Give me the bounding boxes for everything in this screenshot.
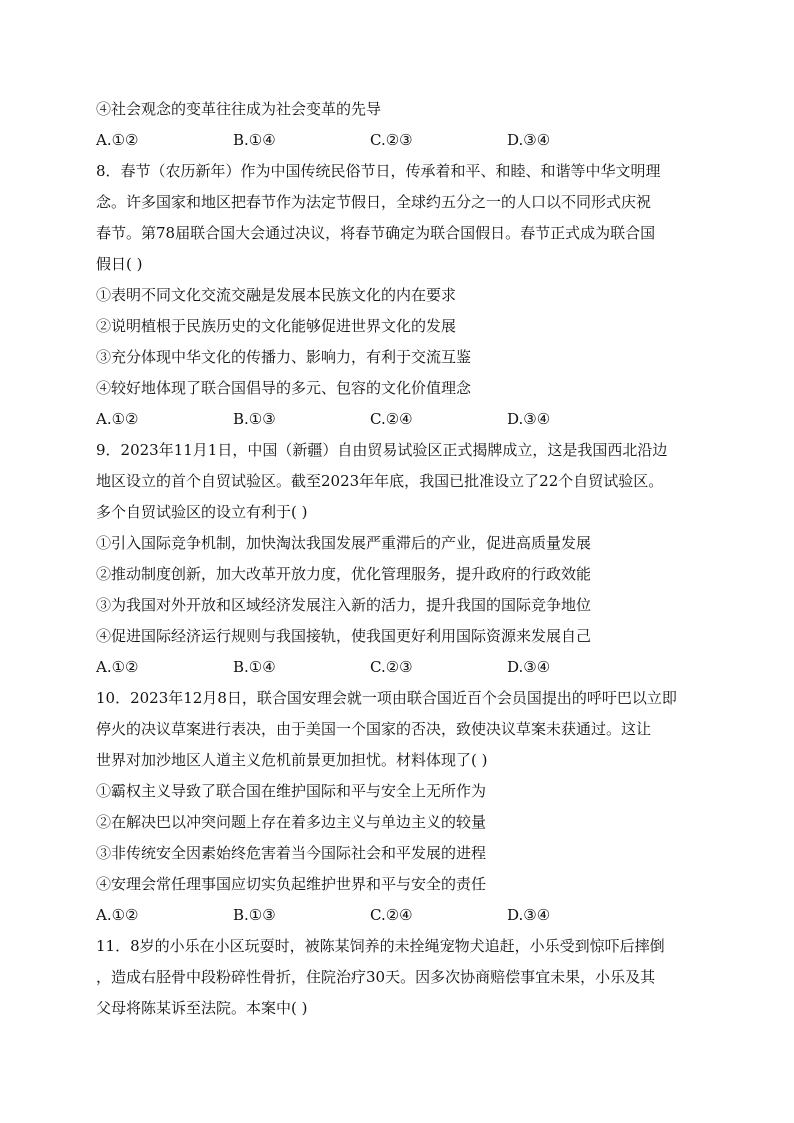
q11-stem-line: 11．8岁的小乐在小区玩耍时，被陈某饲养的未拴绳宠物犬追赶，小乐受到惊吓后摔倒	[96, 937, 665, 955]
q7-options	[96, 125, 706, 156]
q9-option-c[interactable]: C.②③	[370, 658, 413, 676]
q8-option-b[interactable]: B.①③	[233, 410, 276, 428]
q9-stem-line: 地区设立的首个自贸试验区。截至2023年年底，我国已批准设立了22个自贸试验区。	[96, 472, 664, 490]
q7-item-4: ④社会观念的变革往往成为社会变革的先导	[96, 100, 382, 118]
q8-option-c[interactable]: C.②④	[370, 410, 413, 428]
q10-option-d[interactable]: D.③④	[507, 906, 551, 924]
q7-option-a[interactable]: A.①②	[96, 131, 139, 149]
q7-option-b[interactable]: B.①④	[233, 131, 276, 149]
q9-item-1: ①引入国际竞争机制，加快淘汰我国发展严重滞后的产业，促进高质量发展	[96, 534, 592, 552]
q8-stem-line: 念。许多国家和地区把春节作为法定节假日，全球约五分之一的人口以不同形式庆祝	[96, 193, 652, 211]
q10-item-2: ②在解决巴以冲突问题上存在着多边主义与单边主义的较量	[96, 813, 487, 831]
q11-stem-line: 父母将陈某诉至法院。本案中( )	[96, 999, 308, 1017]
q9-option-d[interactable]: D.③④	[507, 658, 551, 676]
q8-stem-line: 8．春节（农历新年）作为中国传统民俗节日，传承着和平、和睦、和谐等中华文明理	[96, 162, 661, 180]
q8-stem-line: 假日( )	[96, 255, 143, 273]
q9-item-4: ④促进国际经济运行规则与我国接轨，使我国更好利用国际资源来发展自己	[96, 627, 592, 645]
q7-option-d[interactable]: D.③④	[507, 131, 551, 149]
q8-option-d[interactable]: D.③④	[507, 410, 551, 428]
q10-option-c[interactable]: C.②④	[370, 906, 413, 924]
q10-item-3: ③非传统安全因素始终危害着当今国际社会和平发展的进程	[96, 844, 487, 862]
q10-item-4: ④安理会常任理事国应切实负起维护世界和平与安全的责任	[96, 875, 487, 893]
q8-stem-line: 春节。第78届联合国大会通过决议，将春节确定为联合国假日。春节正式成为联合国	[96, 224, 656, 242]
q10-option-a[interactable]: A.①②	[96, 906, 139, 924]
q9-options	[96, 652, 706, 683]
q9-option-b[interactable]: B.①④	[233, 658, 276, 676]
q8-item-3: ③充分体现中华文化的传播力、影响力，有利于交流互鉴	[96, 348, 472, 366]
q10-option-b[interactable]: B.①③	[233, 906, 276, 924]
q10-stem-line: 停火的决议草案进行表决，由于美国一个国家的否决，致使决议草案未获通过。这让	[96, 720, 652, 738]
q9-item-3: ③为我国对外开放和区域经济发展注入新的活力，提升我国的国际竞争地位	[96, 596, 592, 614]
q8-item-4: ④较好地体现了联合国倡导的多元、包容的文化价值理念	[96, 379, 472, 397]
q9-stem-line: 多个自贸试验区的设立有利于( )	[96, 503, 308, 521]
q9-stem-line: 9．2023年11月1日，中国（新疆）自由贸易试验区正式揭牌成立，这是我国西北沿边	[96, 441, 668, 459]
q8-option-a[interactable]: A.①②	[96, 410, 139, 428]
q10-item-1: ①霸权主义导致了联合国在维护国际和平与安全上无所作为	[96, 782, 487, 800]
q11-stem-line: ，造成右胫骨中段粉碎性骨折，住院治疗30天。因多次协商赔偿事宜未果，小乐及其	[96, 968, 656, 986]
q10-options	[96, 900, 706, 931]
q8-item-2: ②说明植根于民族历史的文化能够促进世界文化的发展	[96, 317, 457, 335]
q9-option-a[interactable]: A.①②	[96, 658, 139, 676]
q8-item-1: ①表明不同文化交流交融是发展本民族文化的内在要求	[96, 286, 457, 304]
q9-item-2: ②推动制度创新，加大改革开放力度，优化管理服务，提升政府的行政效能	[96, 565, 592, 583]
exam-page	[96, 94, 706, 1024]
q10-stem-line: 10．2023年12月8日，联合国安理会就一项由联合国近百个会员国提出的呼吁巴以立即	[96, 689, 677, 707]
q10-stem-line: 世界对加沙地区人道主义危机前景更加担忧。材料体现了( )	[96, 751, 488, 769]
q8-options	[96, 404, 706, 435]
q7-option-c[interactable]: C.②③	[370, 131, 413, 149]
